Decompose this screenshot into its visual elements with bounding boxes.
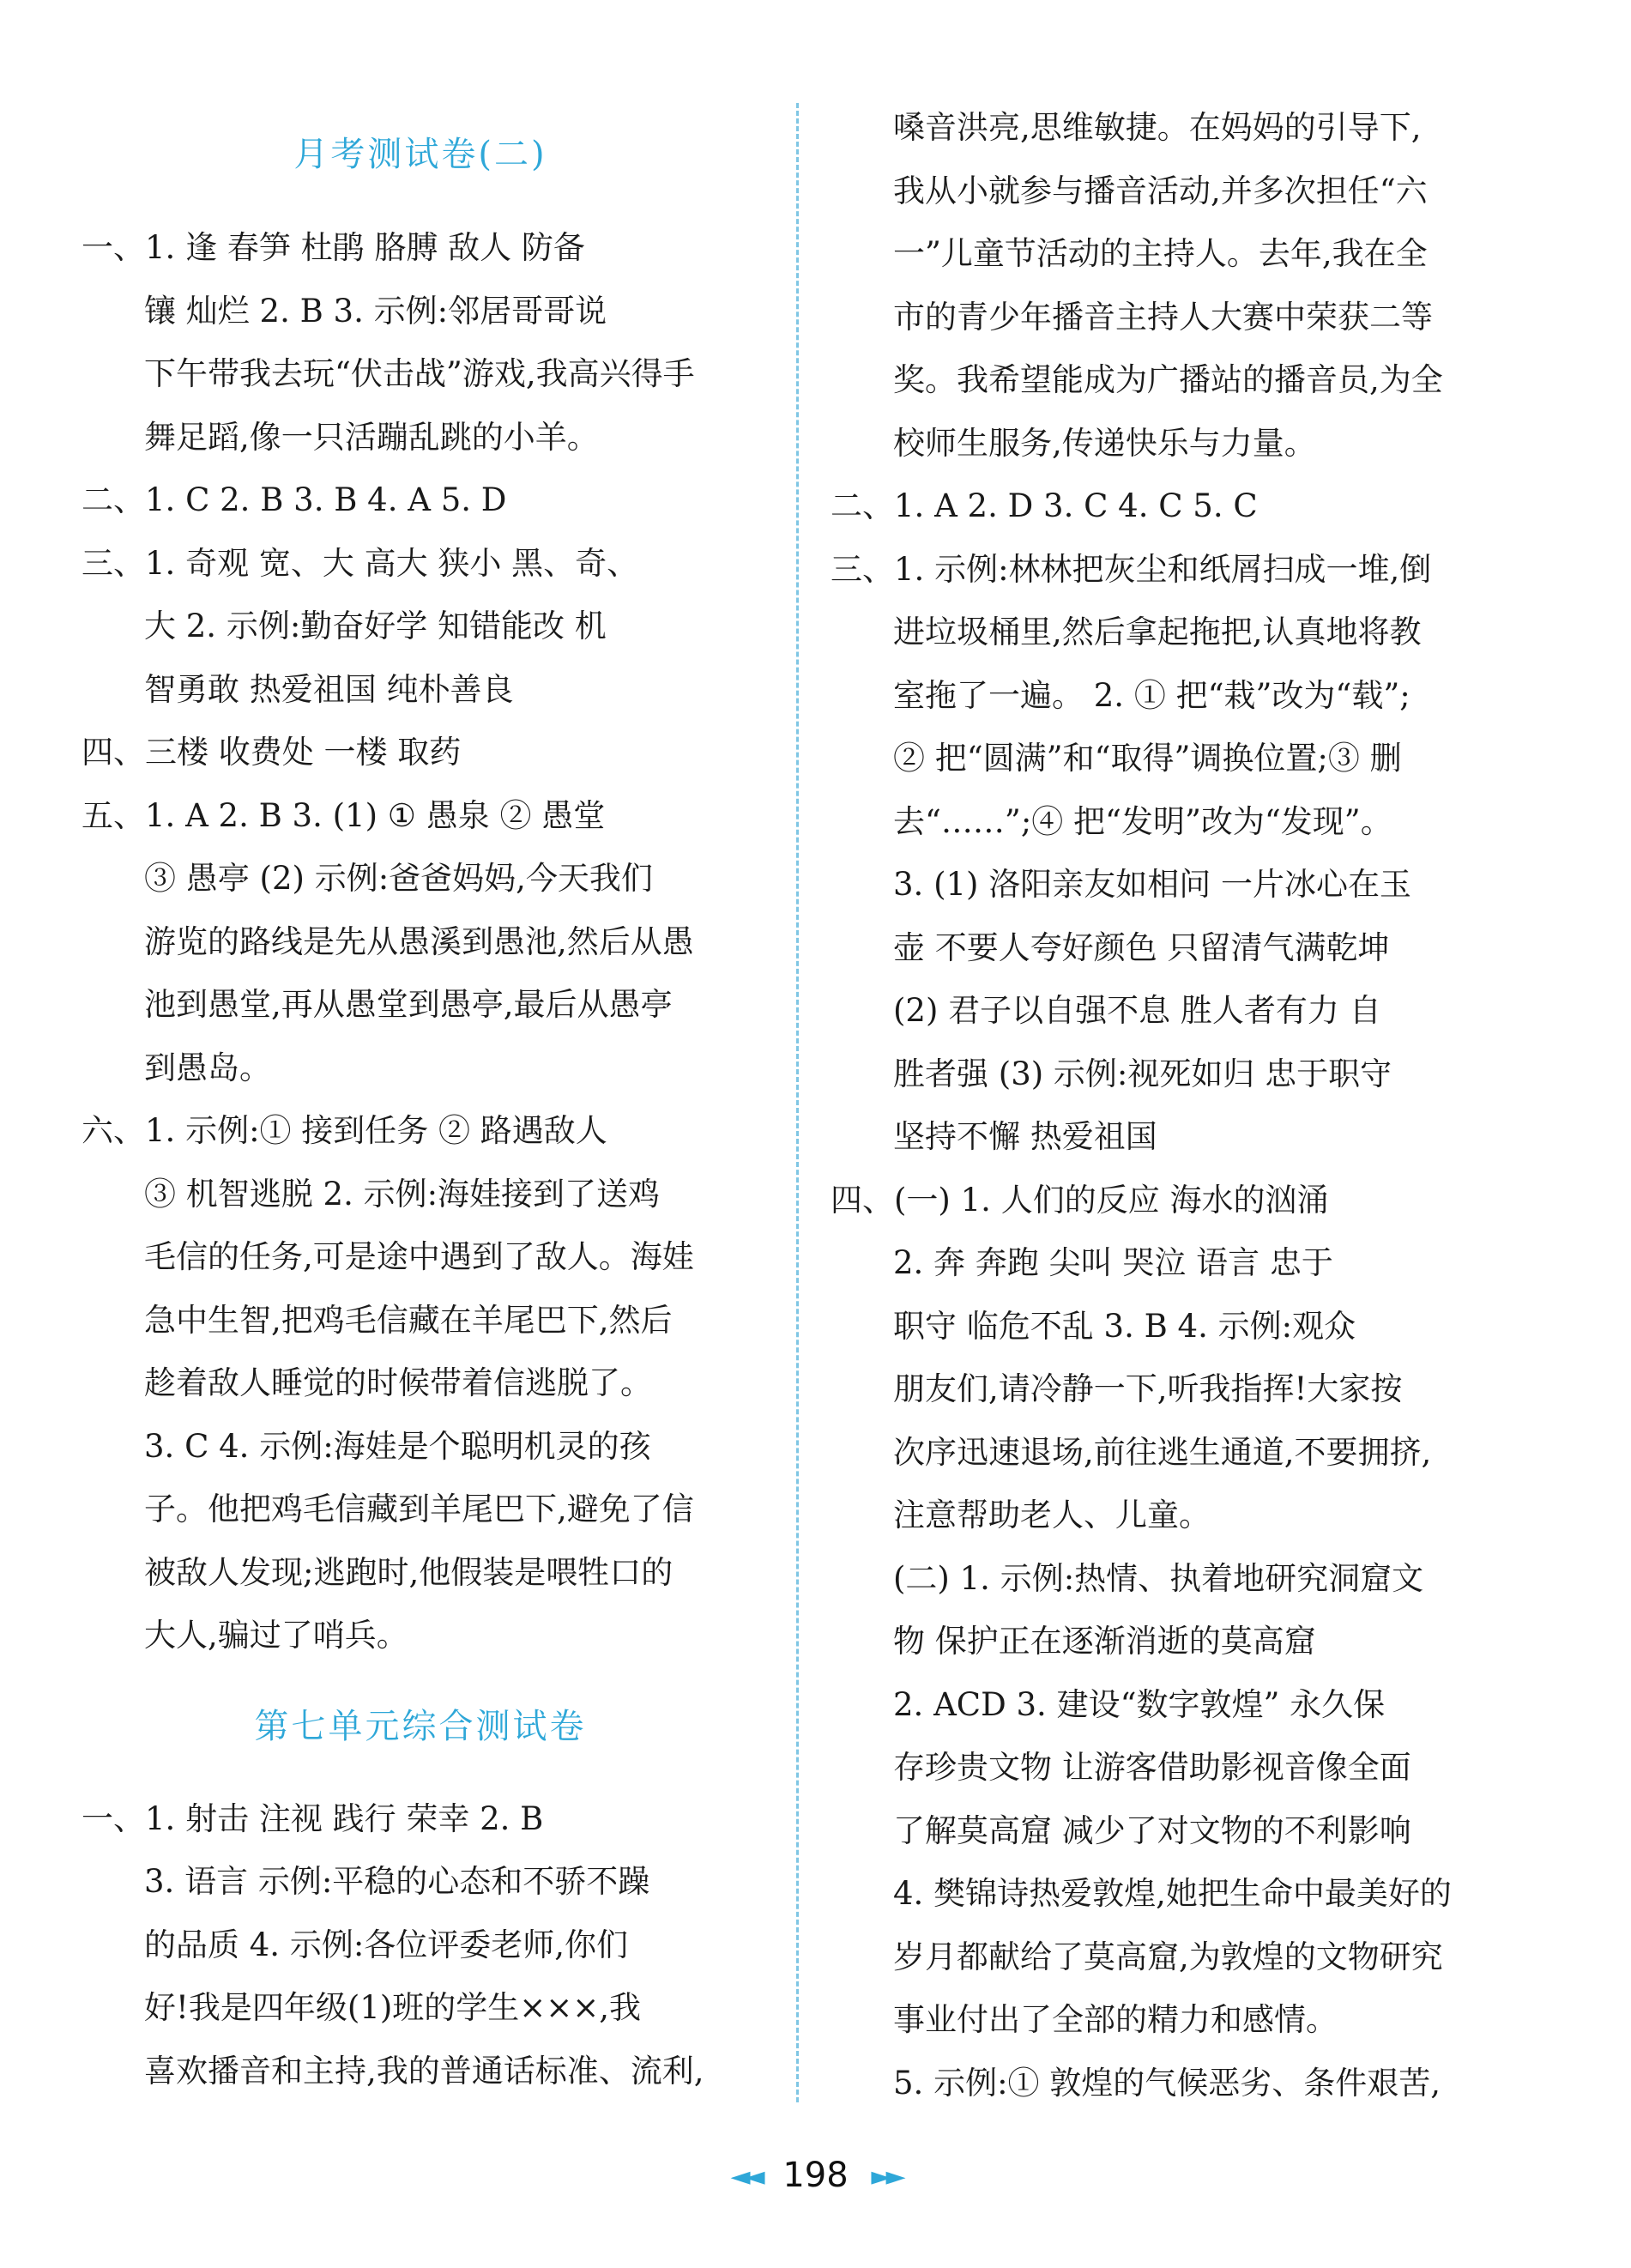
answer-line: 嗓音洪亮,思维敏捷。在妈妈的引导下,	[893, 109, 1422, 146]
answer-line: 职守 临危不乱 3. B 4. 示例:观众	[893, 1307, 1356, 1345]
answer-line: 物 保护正在逐渐消逝的莫高窟	[893, 1623, 1316, 1660]
answer-line: 池到愚堂,再从愚堂到愚亭,最后从愚亭	[144, 986, 673, 1023]
answer-line: 子。他把鸡毛信藏到羊尾巴下,避免了信	[144, 1491, 694, 1527]
answer-line: 2. 奔 奔跑 尖叫 哭泣 语言 忠于	[893, 1244, 1333, 1281]
answer-line: 事业付出了全部的精力和感情。	[893, 2001, 1338, 2038]
answer-line: 四、三楼 收费处 一楼 取药	[82, 734, 462, 771]
answer-line: 了解莫高窟 减少了对文物的不利影响	[893, 1811, 1411, 1849]
answer-line: 朋友们,请冷静一下,听我指挥!大家按	[893, 1370, 1403, 1407]
answer-line: 喜欢播音和主持,我的普通话标准、流利,	[144, 2052, 704, 2090]
answer-line: 被敌人发现;逃跑时,他假装是喂牲口的	[144, 1553, 674, 1591]
answer-line: 校师生服务,传递快乐与力量。	[893, 424, 1316, 462]
answer-line: 三、1. 奇观 宽、大 高大 狭小 黑、奇、	[82, 544, 639, 582]
answer-line: 游览的路线是先从愚溪到愚池,然后从愚	[144, 922, 694, 960]
answer-line: 下午带我去玩“伏击战”游戏,我高兴得手	[144, 355, 695, 392]
answer-line: 岁月都献给了莫高窟,为敦煌的文物研究	[893, 1938, 1443, 1975]
answer-line: 存珍贵文物 让游客借助影视音像全面	[893, 1749, 1411, 1786]
left-column	[82, 216, 759, 2102]
answer-line: ③ 机智逃脱 2. 示例:海娃接到了送鸡	[144, 1175, 661, 1213]
answer-line: 好!我是四年级(1)班的学生×××,我	[144, 1989, 642, 2026]
column-divider	[796, 103, 799, 2102]
answer-line: 到愚岛。	[144, 1049, 271, 1086]
answer-line: 3. 语言 示例:平稳的心态和不骄不躁	[144, 1863, 650, 1900]
answer-line: 进垃圾桶里,然后拿起拖把,认真地将教	[893, 614, 1422, 650]
answer-line: 二、1. C 2. B 3. B 4. A 5. D	[82, 481, 507, 518]
answer-line: 市的青少年播音主持人大赛中荣获二等	[893, 298, 1433, 336]
answer-line: 的品质 4. 示例:各位评委老师,你们	[144, 1926, 629, 1963]
right-column	[831, 96, 1508, 2114]
page-footer	[0, 2150, 1631, 2201]
answer-line: 3. C 4. 示例:海娃是个聪明机灵的孩	[144, 1427, 651, 1465]
right-answers	[831, 96, 1508, 2114]
answer-line: 三、1. 示例:林林把灰尘和纸屑扫成一堆,倒	[831, 550, 1432, 588]
answer-line: 大 2. 示例:勤奋好学 知错能改 机	[144, 608, 607, 644]
answer-line: 镶 灿烂 2. B 3. 示例:邻居哥哥说	[144, 292, 607, 330]
answer-line: (2) 君子以自强不息 胜人者有力 自	[893, 992, 1381, 1029]
answer-line: 胜者强 (3) 示例:视死如归 忠于职守	[893, 1055, 1392, 1092]
page-number: 198	[782, 2156, 849, 2195]
answer-line: 去“……”;④ 把“发明”改为“发现”。	[893, 802, 1392, 840]
answer-line: 一、1. 逢 春笋 杜鹃 胳膊 敌人 防备	[82, 229, 585, 266]
answer-line: 四、(一) 1. 人们的反应 海水的汹涌	[831, 1181, 1329, 1219]
next-arrows-icon: ►►	[871, 2162, 901, 2192]
answer-line: 大人,骗过了哨兵。	[144, 1617, 408, 1654]
left-answers-monthly-test	[82, 216, 759, 1667]
answer-line: 六、1. 示例:① 接到任务 ② 路遇敌人	[82, 1112, 607, 1149]
section-heading-unit7-test: 第七单元综合测试卷	[254, 1706, 587, 1746]
answer-line: 4. 樊锦诗热爱敦煌,她把生命中最美好的	[893, 1875, 1452, 1912]
answer-line: 坚持不懈 热爱祖国	[893, 1118, 1157, 1155]
left-answers-unit7-test	[82, 1787, 759, 2103]
answer-line: ② 把“圆满”和“取得”调换位置;③ 删	[893, 740, 1402, 777]
answer-line: 趁着敌人睡觉的时候带着信逃脱了。	[144, 1364, 652, 1401]
answer-line: 奖。我希望能成为广播站的播音员,为全	[893, 361, 1443, 398]
answer-line: 二、1. A 2. D 3. C 4. C 5. C	[831, 487, 1258, 524]
answer-line: 五、1. A 2. B 3. (1) ① 愚泉 ② 愚堂	[82, 796, 606, 834]
answer-line: (二) 1. 示例:热情、执着地研究洞窟文	[893, 1559, 1424, 1597]
prev-arrows-icon: ◄◄	[730, 2162, 760, 2192]
answer-line: 一、1. 射击 注视 践行 荣幸 2. B	[82, 1799, 544, 1837]
answer-line: 5. 示例:① 敦煌的气候恶劣、条件艰苦,	[893, 2064, 1441, 2102]
answer-line: 3. (1) 洛阳亲友如相问 一片冰心在玉	[893, 866, 1411, 903]
answer-line: 注意帮助老人、儿童。	[893, 1497, 1211, 1533]
answer-line: 急中生智,把鸡毛信藏在羊尾巴下,然后	[144, 1301, 673, 1339]
answer-line: 一”儿童节活动的主持人。去年,我在全	[893, 235, 1428, 272]
section-heading-monthly-test-2: 月考测试卷(二)	[293, 135, 547, 174]
answer-line: 舞足蹈,像一只活蹦乱跳的小羊。	[144, 418, 599, 456]
answer-line: 壶 不要人夸好颜色 只留清气满乾坤	[893, 928, 1390, 966]
answer-line: 毛信的任务,可是途中遇到了敌人。海娃	[144, 1238, 694, 1275]
answer-line: 智勇敢 热爱祖国 纯朴善良	[144, 670, 514, 708]
answer-line: 2. ACD 3. 建设“数字敦煌” 永久保	[893, 1685, 1386, 1723]
answer-line: 次序迅速退场,前往逃生通道,不要拥挤,	[893, 1433, 1432, 1471]
answer-line: 我从小就参与播音活动,并多次担任“六	[893, 172, 1428, 209]
answer-line: ③ 愚亭 (2) 示例:爸爸妈妈,今天我们	[144, 860, 653, 897]
answer-line: 室拖了一遍。 2. ① 把“栽”改为“载”;	[893, 676, 1411, 714]
